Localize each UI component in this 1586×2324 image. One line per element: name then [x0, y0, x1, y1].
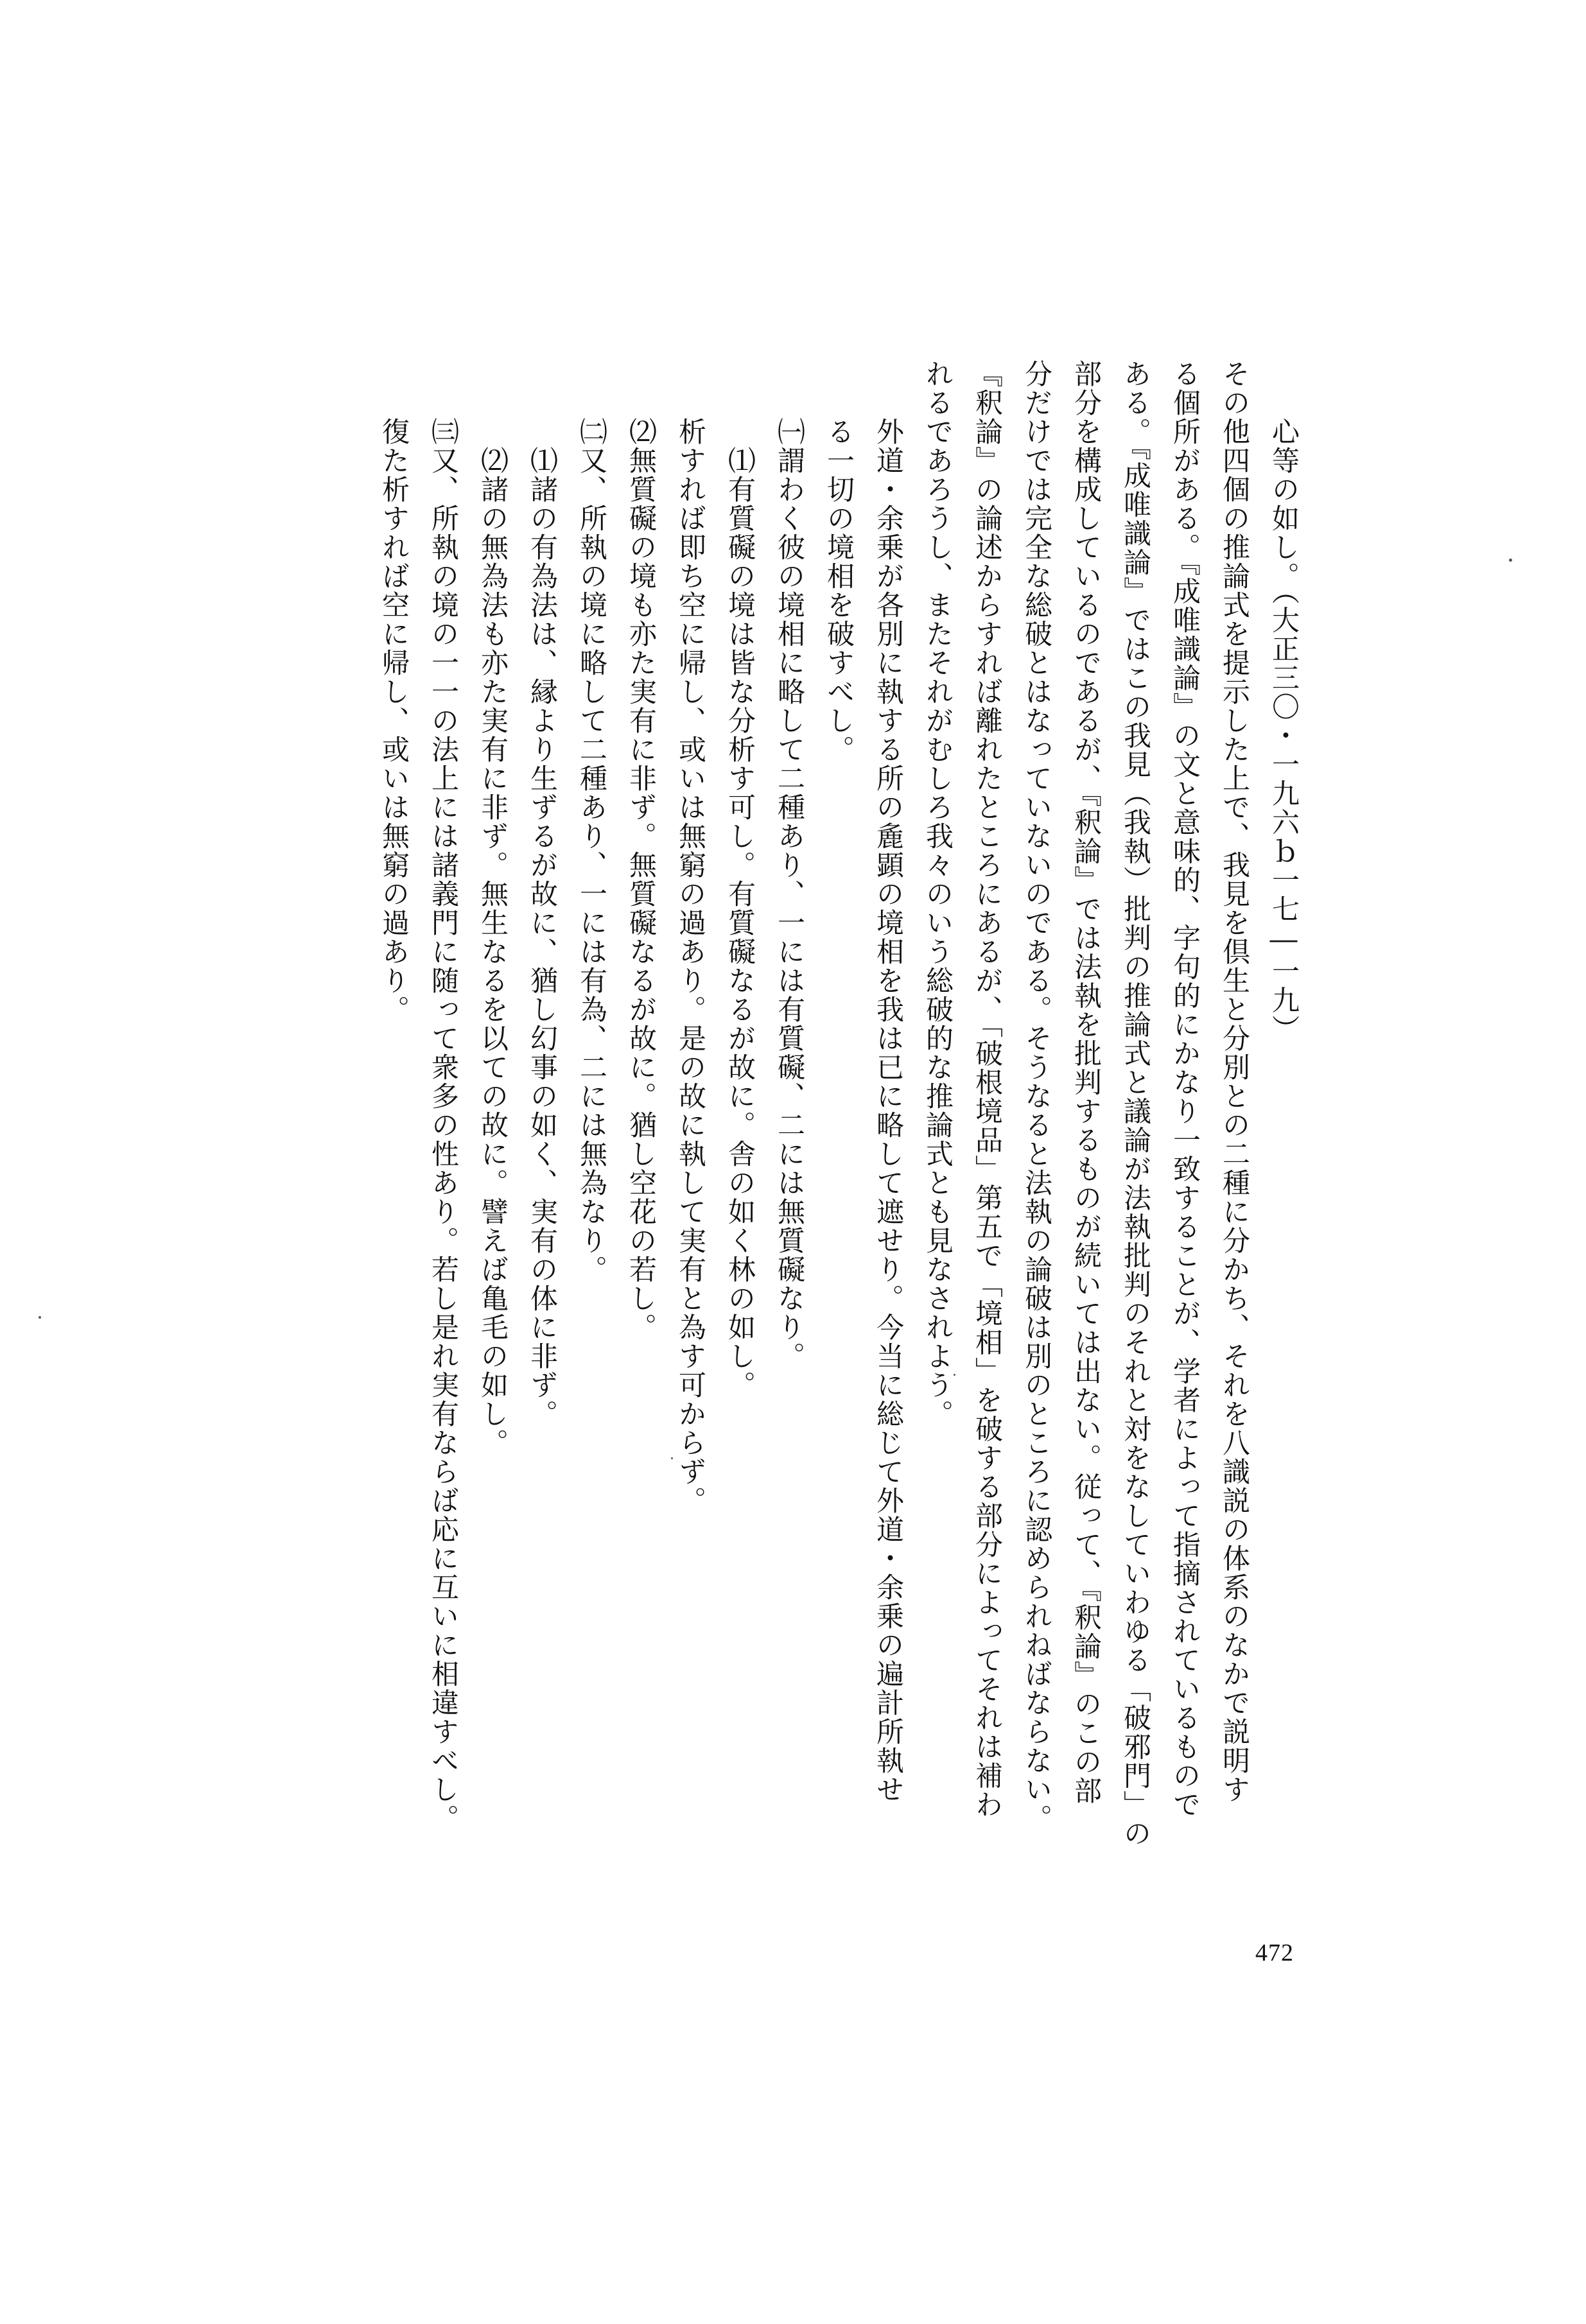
text-column: る個所がある。『成唯識論』の文と意味的、字句的にかなり一致することが、学者によって指摘されているもので — [1169, 360, 1201, 1819]
text-column: 『釈論』の論述からすれば離れたところにあるが、「破根境品」第五で「境相」を破する部分によってそれは補わ — [971, 360, 1003, 1819]
scan-speck — [954, 1374, 955, 1376]
text-column: その他四個の推論式を提示した上で、我見を倶生と分別との二種に分かち、それを八識説の体系のなかで説明す — [1218, 360, 1250, 1804]
scan-speck — [671, 1457, 673, 1459]
quote-column: ⑴有質礙の境は皆な分析す可し。有質礙なるが故に。舎の如く林の如し。 — [724, 446, 756, 1400]
quote-column: る一切の境相を破すべし。 — [823, 417, 855, 764]
quote-column: ㈠謂わく彼の境相に略して二種あり、一には有質礙、二には無質礙なり。 — [773, 417, 805, 1371]
quote-column: 復た析すれば空に帰し、或いは無窮の過あり。 — [378, 417, 410, 1024]
scan-speck — [1509, 559, 1512, 562]
text-column: ある。『成唯識論』ではこの我見（我執）批判の推論式と議論が法執批判のそれと対をなしていわゆる「破邪門」の — [1119, 360, 1151, 1848]
text-column: れるであろうし、またそれがむしろ我々のいう総破的な推論式とも見なされよう。 — [921, 360, 954, 1428]
quote-column: ㈡又、所執の境に略して二種あり、一には有為、二には無為なり。 — [575, 417, 607, 1284]
page-number: 472 — [1255, 1939, 1294, 1966]
quote-column: ⑵無質礙の境も亦た実有に非ず。無質礙なるが故に。猶し空花の若し。 — [625, 417, 657, 1342]
text-column: 部分を構成しているのであるが、『釈論』では法執を批判するものが続いては出ない。従って、『釈論』のこの部 — [1070, 360, 1102, 1805]
quote-column: ⑴諸の有為法は、縁より生ずるが故に、猶し幻事の如く、実有の体に非ず。 — [526, 446, 558, 1428]
quote-column: ㈢又、所執の境の一一の法上には諸義門に随って衆多の性あり。若し是れ実有ならば応に互いに相違すべし。 — [427, 417, 459, 1833]
text-column: 分だけでは完全な総破とはなっていないのである。そうなると法執の論破は別のところに認められねばならない。 — [1020, 360, 1052, 1833]
quote-column: ⑵諸の無為法も亦た実有に非ず。無生なるを以ての故に。譬えば亀毛の如し。 — [476, 446, 509, 1457]
quote-column: 析すれば即ち空に帰し、或いは無窮の過あり。是の故に執して実有と為す可からず。 — [674, 417, 706, 1515]
quote-column: 外道・余乗が各別に執する所の麁顕の境相を我は已に略して遮せり。今当に総じて外道・余乗の遍計所執せ — [872, 417, 904, 1804]
text-column: 心等の如し。（大正三〇・一九六ｂ一七―一九） — [1268, 417, 1300, 1044]
scan-speck — [39, 1316, 41, 1319]
